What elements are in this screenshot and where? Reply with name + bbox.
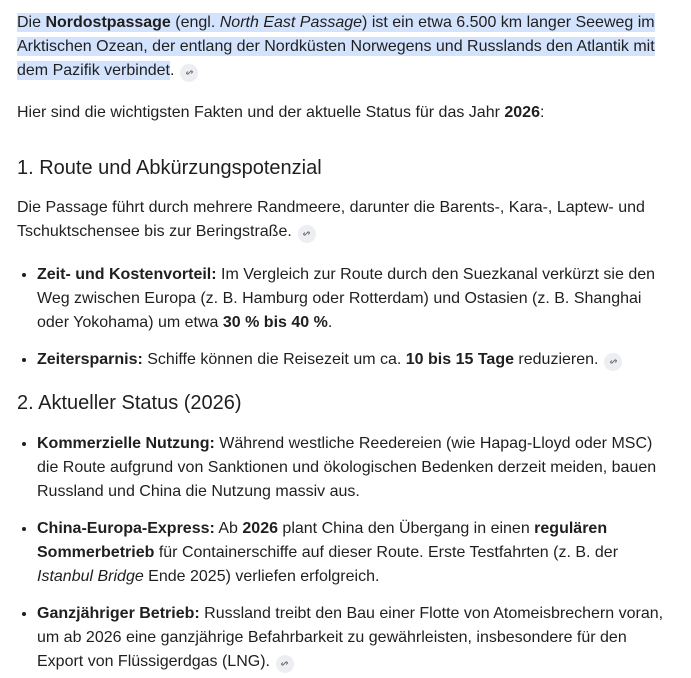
lead-bold-year: 2026 <box>504 104 540 121</box>
item-bold-value: 10 bis 15 Tage <box>405 351 514 368</box>
list-item <box>37 431 677 504</box>
lead-text-2: : <box>539 104 545 121</box>
item-text: Während westliche Reedereien (wie Hapag-Lloyd oder MSC) die Route aufgrund von Sanktionen und ökologischen Bedenken derzeit meiden, bauen Russland und China die Nutzung massiv aus. <box>37 435 657 500</box>
item-label: Zeitersparnis: <box>37 351 143 368</box>
item-italic-ship: Istanbul Bridge <box>37 568 144 585</box>
item-text-2: plant China den Übergang in einen <box>277 520 535 537</box>
source-link-chip[interactable] <box>298 225 316 243</box>
item-text-3: für Containerschiffe auf dieser Route. Erste Testfahrten (z. B. der <box>154 544 619 561</box>
item-label: Zeit- und Kostenvorteil: <box>37 266 217 283</box>
list-item <box>37 601 677 674</box>
item-text: Russland treibt den Bau einer Flotte von Atomeisbrechern voran, um ab 2026 eine ganzjährige Befahrbarkeit zu gewährleisten, insbesondere für den Export von Flüssigerdgas (LNG). <box>37 605 664 670</box>
item-text-end: . <box>327 314 333 331</box>
highlighted-text <box>17 13 655 80</box>
item-label: Ganzjähriger Betrieb: <box>37 605 200 622</box>
list-item <box>37 347 677 372</box>
lead-text-1: Hier sind die wichtigsten Fakten und der aktuelle Status für das Jahr <box>17 104 505 121</box>
intro-italic-english-name: North East Passage <box>219 14 363 31</box>
link-icon <box>608 356 619 367</box>
section-1-heading: 1. Route und Abkürzungspotenzial <box>17 157 322 179</box>
item-text: Ab <box>214 520 243 537</box>
intro-bold-nordostpassage: Nordostpassage <box>45 14 171 31</box>
source-link-chip[interactable] <box>276 655 294 673</box>
item-text: Schiffe können die Reisezeit um ca. <box>142 351 406 368</box>
item-label: China-Europa-Express: <box>37 520 215 537</box>
section-2-heading: 2. Aktueller Status (2026) <box>17 392 242 414</box>
link-icon <box>184 67 195 78</box>
section-1-body: Die Passage führt durch mehrere Randmeere, darunter die Barents-, Kara-, Laptew- und Tschuktschensee bis zur Beringstraße. <box>17 199 645 240</box>
section-2-list <box>17 431 677 674</box>
link-icon <box>301 228 312 239</box>
item-bold-operation: regulären Sommerbetrieb <box>37 520 608 561</box>
source-link-chip[interactable] <box>180 64 198 82</box>
link-icon <box>279 658 290 669</box>
intro-text-2: (engl. <box>170 14 220 31</box>
section-1-text <box>17 196 677 244</box>
source-link-chip[interactable] <box>604 353 622 371</box>
intro-text-1: Die <box>17 14 46 31</box>
intro-text-3: ) ist ein etwa 6.500 km langer Seeweg im Arktischen Ozean, der entlang der Nordküsten Norwegens und Russlands den Atlantik mit dem Pazifik verbindet <box>17 14 655 79</box>
intro-text-4: . <box>169 62 175 79</box>
section-1-list <box>17 262 677 372</box>
item-text: Im Vergleich zur Route durch den Suezkanal verkürzt sie den Weg zwischen Europa (z. B. Hamburg oder Rotterdam) und Ostasien (z. B. Shanghai oder Yokohama) um etwa <box>37 266 656 331</box>
lead-paragraph <box>17 101 677 125</box>
item-label: Kommerzielle Nutzung: <box>37 435 215 452</box>
item-text-end: reduzieren. <box>513 351 599 368</box>
item-bold-year: 2026 <box>242 520 278 537</box>
item-text-4: Ende 2025) verliefen erfolgreich. <box>143 568 380 585</box>
list-item <box>37 516 677 589</box>
intro-paragraph <box>17 11 677 83</box>
list-item <box>37 262 677 335</box>
item-bold-value: 30 % bis 40 % <box>222 314 328 331</box>
